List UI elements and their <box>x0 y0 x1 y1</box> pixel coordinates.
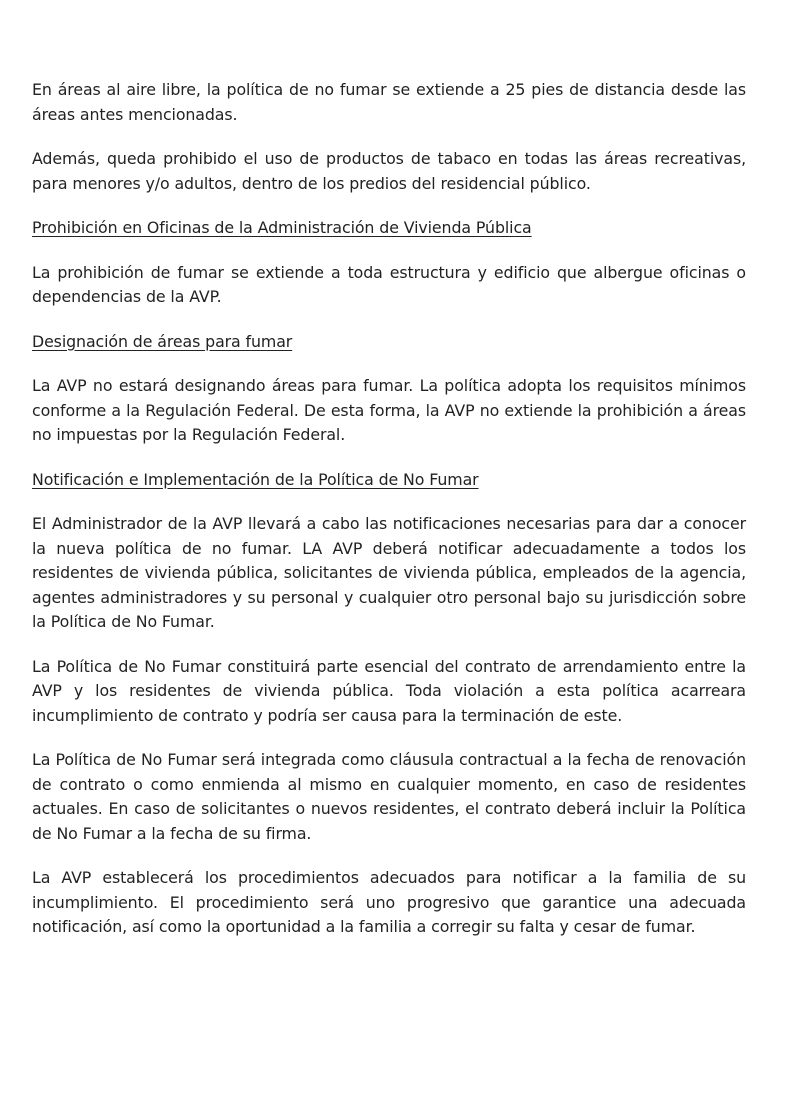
document-page <box>32 78 746 960</box>
paragraph-contract-clause: La Política de No Fumar será integrada como cláusula contractual a la fecha de renovación de contrato o como enmienda al mismo en cualquier momento, en caso de residentes actuales. En caso de solicitantes o nuevos residentes, el contrato deberá incluir la Política de No Fumar a la fecha de su firma. <box>32 750 746 843</box>
paragraph-procedures: La AVP establecerá los procedimientos adecuados para notificar a la familia de su incumplimiento. El procedimiento será uno progresivo que garantice una adecuada notificación, así como la oportunidad a la familia a corregir su falta y cesar de fumar. <box>32 868 746 936</box>
paragraph-outdoor-areas: En áreas al aire libre, la política de no fumar se extiende a 25 pies de distancia desde las áreas antes mencionadas. <box>32 80 746 124</box>
paragraph-offices: La prohibición de fumar se extiende a toda estructura y edificio que albergue oficinas o dependencias de la AVP. <box>32 262 746 306</box>
section-heading-offices: Prohibición en Oficinas de la Administración de Vivienda Pública <box>32 218 532 237</box>
paragraph-lease-contract: La Política de No Fumar constituirá parte esencial del contrato de arrendamiento entre la AVP y los residentes de vivienda pública. Toda violación a esta política acarreara incumplimiento de contrato y podría ser causa para la terminación de este. <box>32 656 746 725</box>
paragraph-recreational-areas: Además, queda prohibido el uso de productos de tabaco en todas las áreas recreativas, para menores y/o adultos, dentro de los predios del residencial público. <box>32 149 746 193</box>
section-heading-smoking-areas: Designación de áreas para fumar <box>32 331 293 351</box>
paragraph-notification: El Administrador de la AVP llevará a cabo las notificaciones necesarias para dar a conocer la nueva política de no fumar. LA AVP deberá notificar adecuadamente a todos los residentes de vivienda pública, solicitantes de vivienda pública, empleados de la agencia, agentes administradores y su personal y cualquier otro personal bajo su jurisdicción sobre la Política de No Fumar. <box>32 514 746 631</box>
paragraph-smoking-areas: La AVP no estará designando áreas para fumar. La política adopta los requisitos mínimos conforme a la Regulación Federal. De esta forma, la AVP no extiende la prohibición a áreas no impuestas por la Regulación Federal. <box>32 376 746 444</box>
section-heading-notification: Notificación e Implementación de la Política de No Fumar <box>32 469 479 489</box>
